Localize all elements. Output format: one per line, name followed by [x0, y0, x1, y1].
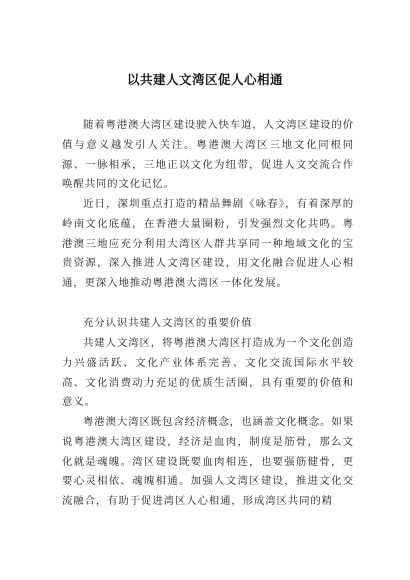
paragraph-culture-soul: 粤港澳大湾区既包含经济概念，也涵盖文化概念。如果说粤港澳大湾区建设，经济是血肉，制度是筋骨，那么文化就是魂魄。湾区建设既要血肉相连，也要强筋健骨，更要心灵相依、魂魄相通。加强人文湾区建设，推进文化交流融合，有助于促进湾区人心相通，形成湾区共同的精 — [62, 416, 354, 508]
paragraph-dance-drama: 近日，深圳重点打造的精品舞剧《咏春》，有着深厚的岭南文化底蕴，在香港大量圈粉，引发强烈文化共鸣。粤港澳三地应充分利用大湾区人群共享同一种地域文化的宝贵资源，深入推进人文湾区建设，用文化融合促进人心相通，更深入地推动粤港澳大湾区一体化发展。 — [62, 198, 354, 290]
section-heading: 充分认识共建人文湾区的重要价值 — [83, 317, 253, 329]
paragraph-value: 共建人文湾区，将粤港澳大湾区打造成为一个文化创造力兴盛活跃、文化产业体系完善、文化交流国际水平较高、文化消费动力充足的优质生活圈，具有重要的价值和意义。 — [62, 337, 354, 409]
document-title: 以共建人文湾区促人心相通 — [126, 72, 283, 87]
paragraph-intro: 随着粤港澳大湾区建设驶入快车道，人文湾区建设的价值与意义越发引人关注。粤港澳大湾区三地文化同根同源、一脉相承，三地正以文化为纽带，促进人文交流合作唤醒共同的文化记忆。 — [62, 119, 354, 191]
